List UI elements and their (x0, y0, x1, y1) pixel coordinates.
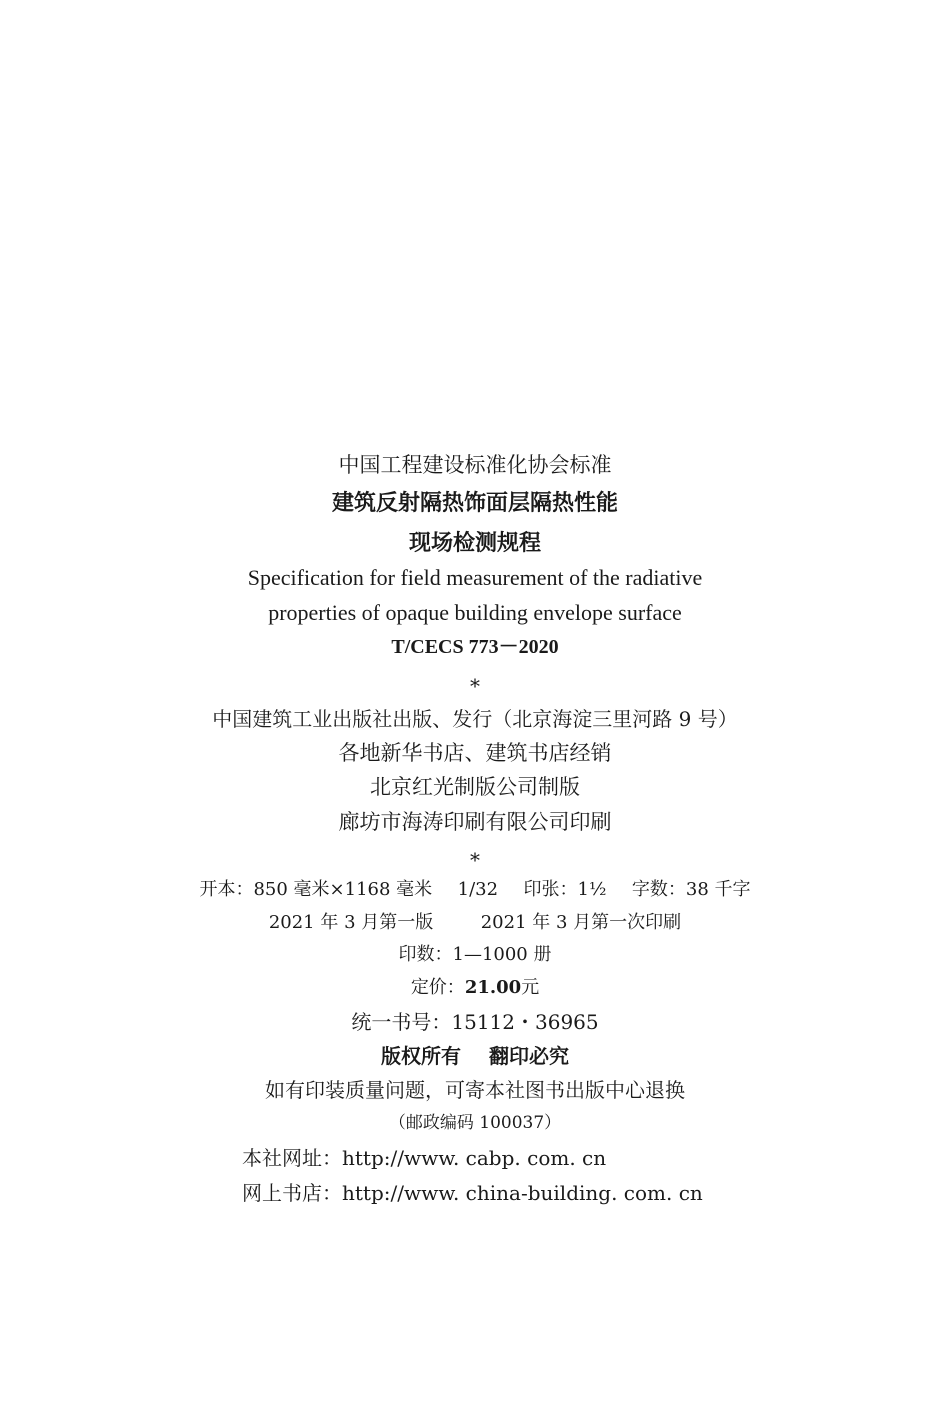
copyright-left: 版权所有 (381, 1044, 462, 1068)
title-en-line-2: properties of opaque building envelope surface (268, 600, 682, 625)
platemaker-line: 北京红光制版公司制版 (370, 775, 580, 799)
return-notice: 如有印装质量问题，可寄本社图书出版中心退换 (265, 1078, 685, 1102)
publisher-website: 本社网址：http://www. cabp. com. cn (242, 1146, 607, 1170)
postal-code: （邮政编码 100037） (388, 1113, 562, 1133)
format-size: 开本：850 毫米×1168 毫米 (199, 879, 433, 900)
price-line (0, 979, 950, 997)
first-edition: 2021 年 3 月第一版 (268, 912, 434, 933)
price-label: 定价： (410, 977, 465, 998)
standard-code: T/CECS 773－2020 (391, 636, 559, 658)
separator-star-1: * (470, 674, 480, 698)
publisher-line: 中国建筑工业出版社出版、发行（北京海淀三里河路 9 号） (212, 707, 738, 731)
title-en-line-1: Specification for field measurement of the radiative (247, 565, 703, 590)
separator-star-2: * (470, 848, 480, 872)
printer-line: 廊坊市海涛印刷有限公司印刷 (338, 810, 612, 834)
price-unit: 元 (521, 977, 540, 998)
format-sheets: 印张：1½ (523, 879, 607, 900)
price-value: 21.00 (464, 977, 522, 998)
print-run: 印数：1—1000 册 (398, 944, 552, 965)
title-cn-line-2: 现场检测规程 (408, 531, 541, 556)
distributor-line: 各地新华书店、建筑书店经销 (338, 741, 612, 765)
series-title: 中国工程建设标准化协会标准 (338, 453, 612, 477)
title-cn-line-1: 建筑反射隔热饰面层隔热性能 (331, 491, 618, 516)
online-store: 网上书店：http://www. china-building. com. cn (242, 1181, 703, 1205)
edition-line (0, 914, 950, 932)
format-words: 字数：38 千字 (631, 879, 751, 900)
format-line (0, 881, 950, 899)
copyright-right: 翻印必究 (488, 1044, 569, 1068)
book-number: 统一书号：15112・36965 (351, 1010, 599, 1034)
first-printing: 2021 年 3 月第一次印刷 (480, 912, 682, 933)
copyright-line (0, 1046, 950, 1066)
format-folio: 1/32 (457, 879, 499, 900)
